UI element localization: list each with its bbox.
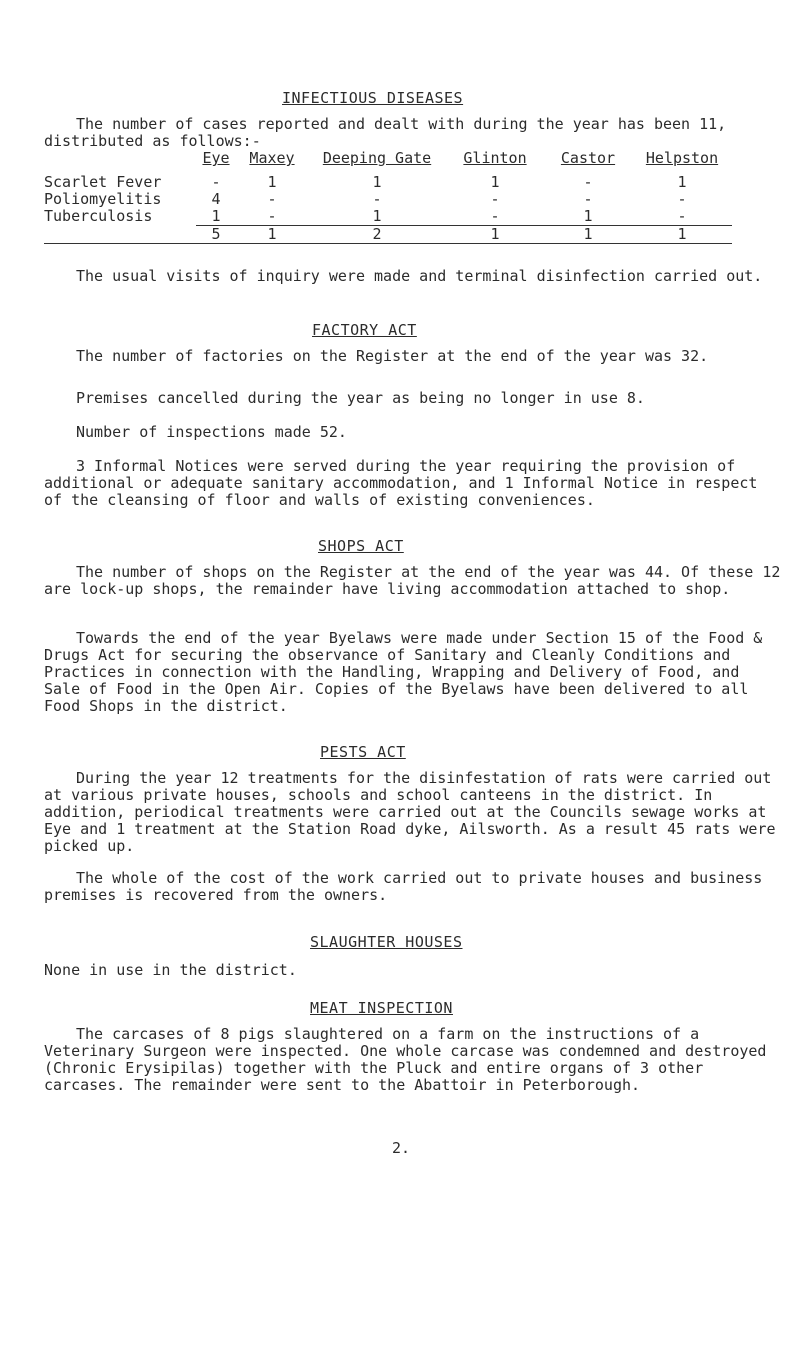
- infectious-note-text: The usual visits of inquiry were made and terminal disinfection carried out.: [76, 267, 763, 285]
- table-cell: -: [583, 190, 593, 208]
- table-row: [44, 174, 732, 191]
- table-row: [44, 208, 732, 226]
- pests-act-heading: PESTS ACT: [320, 743, 406, 761]
- table-cell: 1: [583, 207, 593, 225]
- table-cell: 1: [211, 207, 221, 225]
- factory-p3: [44, 424, 784, 441]
- totals-row: [44, 226, 732, 244]
- pests-p1: [44, 770, 784, 855]
- factory-p2-text: Premises cancelled during the year as being no longer in use 8.: [76, 389, 645, 407]
- shops-act-heading: SHOPS ACT: [318, 537, 404, 555]
- table-cell: 1: [490, 173, 500, 191]
- factory-act-heading: FACTORY ACT: [312, 321, 417, 339]
- meat-p1-text: The carcases of 8 pigs slaughtered on a farm on the instructions of a Veterinary Surgeon were inspected. One whole carcase was condemned and destroyed (Chronic Erysipilas) together with the Pluck and entire organs of 3 other carcases. The remainder were sent to the Abattoir in Peterborough.: [44, 1025, 767, 1094]
- pests-p2-text: The whole of the cost of the work carried out to private houses and business premises is recovered from the owners.: [44, 869, 763, 904]
- table-cell: -: [677, 207, 687, 225]
- total-cell: 1: [632, 226, 732, 244]
- slaughter-houses-heading: SLAUGHTER HOUSES: [310, 933, 463, 951]
- table-cell: -: [372, 190, 382, 208]
- table-cell: 4: [211, 190, 221, 208]
- col-header-glinton: Glinton: [463, 149, 527, 167]
- table-cell: -: [267, 207, 277, 225]
- table-cell: -: [211, 173, 221, 191]
- total-cell: 2: [308, 226, 446, 244]
- table-cell: 1: [372, 207, 382, 225]
- factory-p3-text: Number of inspections made 52.: [76, 423, 347, 441]
- total-cell: 1: [544, 226, 632, 244]
- col-header-maxey: Maxey: [249, 149, 295, 167]
- infectious-note: [44, 268, 784, 285]
- table-cell: 1: [677, 173, 687, 191]
- infectious-diseases-heading: INFECTIOUS DISEASES: [282, 89, 464, 107]
- total-cell: 1: [446, 226, 544, 244]
- total-cell: 5: [196, 226, 236, 244]
- factory-p1-text: The number of factories on the Register at the end of the year was 32.: [76, 347, 709, 365]
- infectious-intro: [44, 116, 784, 150]
- factory-p2: [44, 390, 784, 407]
- table-cell: -: [583, 173, 593, 191]
- page-number: 2.: [392, 1139, 411, 1157]
- meat-inspection-heading: MEAT INSPECTION: [310, 999, 453, 1017]
- pests-p2: [44, 870, 784, 904]
- table-row: [44, 191, 732, 208]
- shops-p2: [44, 630, 784, 715]
- table-cell: -: [677, 190, 687, 208]
- infectious-cases-table: [44, 150, 732, 244]
- table-cell: -: [490, 207, 500, 225]
- slaughter-p1: [44, 962, 784, 979]
- infectious-intro-text: The number of cases reported and dealt with during the year has been 11, distributed as follows:-: [44, 115, 727, 150]
- col-header-eye: Eye: [202, 149, 230, 167]
- factory-p4-text: 3 Informal Notices were served during the year requiring the provision of additional or adequate sanitary accommodation, and 1 Informal Notice in respect of the cleansing of floor and walls of existing conveniences.: [44, 457, 758, 509]
- factory-p4: [44, 458, 784, 509]
- shops-p2-text: Towards the end of the year Byelaws were made under Section 15 of the Food & Drugs Act for securing the observance of Sanitary and Cleanly Conditions and Practices in connection with the Handling, Wrapping and Delivery of Food, and Sale of Food in the Open Air. Copies of the Byelaws have been delivered to all Food Shops in the district.: [44, 629, 763, 715]
- col-header-deeping-gate: Deeping Gate: [322, 149, 432, 167]
- table-cell: 1: [372, 173, 382, 191]
- slaughter-p1-text: None in use in the district.: [44, 961, 297, 979]
- shops-p1-text: The number of shops on the Register at the end of the year was 44. Of these 12 are lock-up shops, the remainder have living accommodation attached to shop.: [44, 563, 781, 598]
- meat-p1: [44, 1026, 784, 1094]
- table-cell: 1: [267, 173, 277, 191]
- table-cell: -: [267, 190, 277, 208]
- factory-p1: [44, 348, 784, 365]
- total-cell: 1: [236, 226, 308, 244]
- row-label: Poliomyelitis: [44, 190, 162, 208]
- row-label: Scarlet Fever: [44, 173, 162, 191]
- table-header-row: [44, 150, 732, 174]
- shops-p1: [44, 564, 784, 598]
- pests-p1-text: During the year 12 treatments for the disinfestation of rats were carried out at various private houses, schools and school canteens in the district. In addition, periodical treatments were carried out at the Councils sewage works at Eye and 1 treatment at the Station Road dyke, Ailsworth. As a result 45 rats were picked up.: [44, 769, 776, 855]
- col-header-helpston: Helpston: [645, 149, 719, 167]
- col-header-castor: Castor: [560, 149, 616, 167]
- row-label: Tuberculosis: [44, 207, 153, 226]
- table-cell: -: [490, 190, 500, 208]
